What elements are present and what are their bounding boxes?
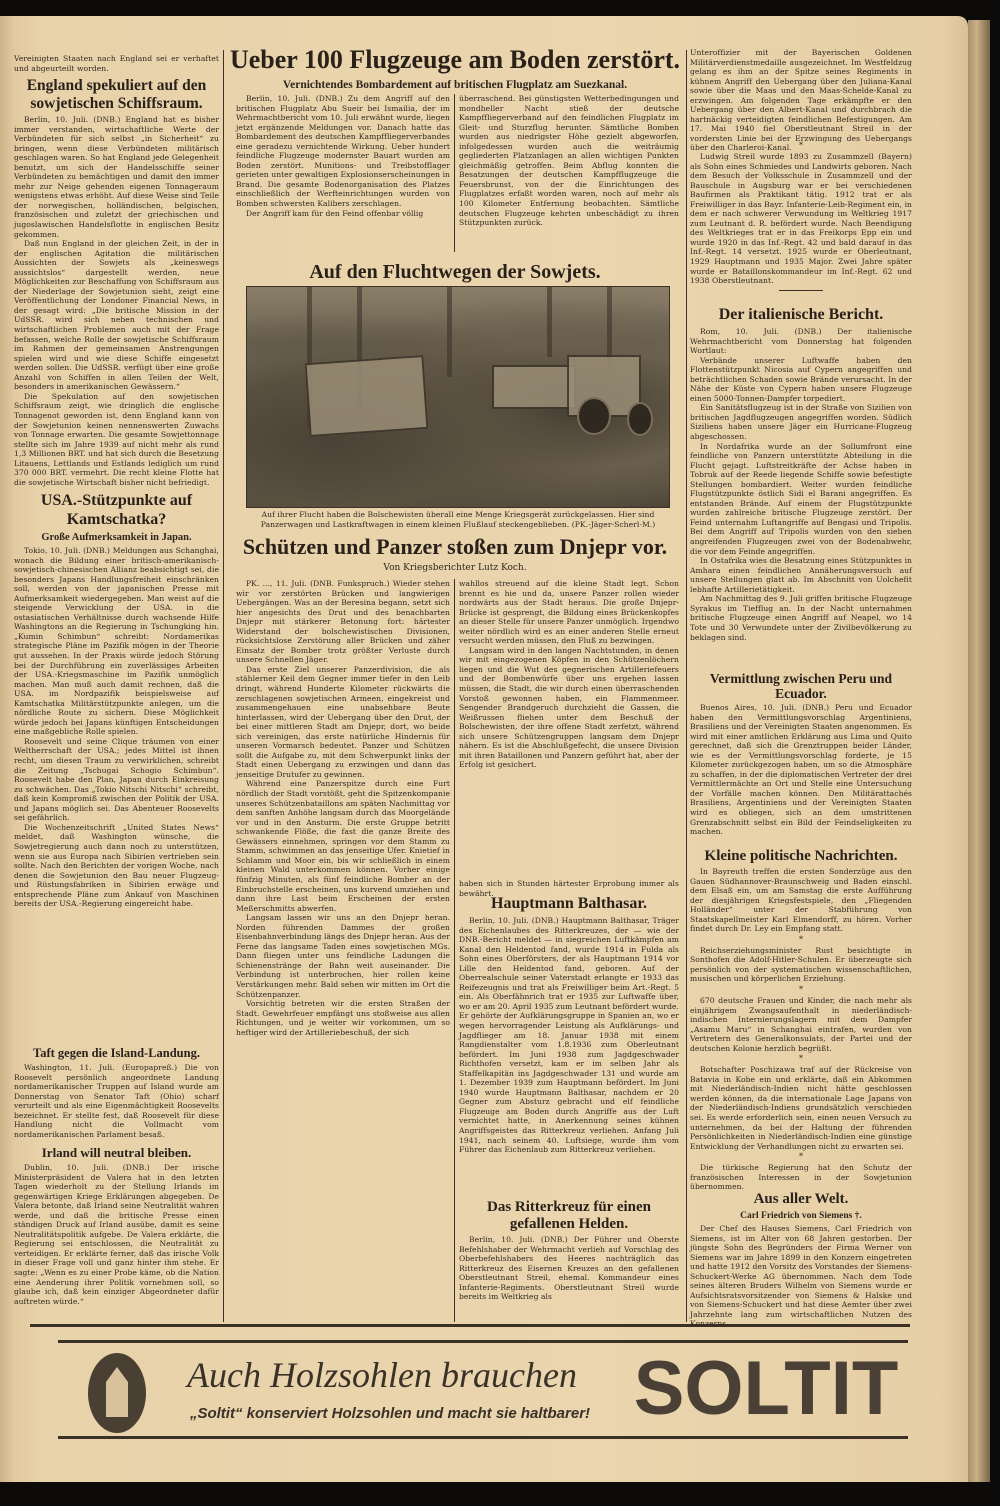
- streil-biography: [690, 152, 912, 284]
- dnjepr-byline: Von Kriegsberichter Lutz Koch.: [383, 563, 527, 573]
- paragraph: wahllos streuend auf die kleine Stadt legt. Schon brennt es hie und da, unsere Panzer rollen wieder nordwärts aus der Stadt heraus. Die große Dnjepr-Brücke ist gesprengt, die Bildung eines Brückenkopfes an dieser Stelle für unsere Panzer unmöglich. Irgendwo weiter nördlich wird es an einer anderen Stelle erneut versucht werden müssen, den Fluß zu bezwingen.: [459, 579, 679, 646]
- photo-headline: Auf den Fluchtwegen der Sowjets.: [309, 261, 601, 283]
- aus-aller-welt-headline: Aus aller Welt.: [753, 1191, 849, 1207]
- streil-article-continued: [690, 48, 912, 153]
- left-column: [14, 54, 219, 1322]
- england-headline: England spekuliert auf den sowjetischen Schiffsraum.: [26, 77, 207, 112]
- usa-subheadline: Große Aufmerksamkeit in Japan.: [41, 532, 192, 543]
- ad-brand-name: [628, 1344, 904, 1434]
- irland-headline: Irland will neutral bleiben.: [41, 1145, 192, 1160]
- right-column: [690, 48, 912, 1329]
- balthasar-headline: Hauptmann Balthasar.: [491, 895, 647, 912]
- paragraph: Berlin, 10. Juli. (DNB.) England hat es bisher immer verstanden, wirtschaftliche Werte der Verbündeten für sich selbst „in Sicherheit“ zu bringen, wenn diese Verbündeten militärisch geschlagen waren. So hat England jede Gelegenheit benutzt, um sich der Handelsschiffe seiner Verbündeten zu bemächtigen und damit den immer mehr zur Neige gehenden eigenen Tonnageraum wenigstens etwas erhöht. Auf diese Weise sind Teile der norwegischen, holländischen, belgischen, französischen und zuletzt der griechischen und jugoslawischen Handelsflotte in englischen Besitz gekommen.: [14, 115, 219, 239]
- paragraph: überraschend. Bei günstigsten Wetterbedingungen und mondheller Nacht stieß der deutsche Kampffliegerverband auf den feindlichen Flugplatz im Gleit- und Sturzflug herunter. Sämtliche Bomben wurden aus niedrigster Höhe gezielt abgeworfen, infolgedessen wurden auch die weiträumig gegliederten Platzanlagen an allen wichtigen Punkten gleichmäßig getroffen. Beim Abflug konnten die Besatzungen der deutschen Kampfflugzeuge die Feuersbrunst, von der die Einrichtungen des Flugplatzes erfaßt worden waren, noch auf mehr als 100 Kilometer Entfernung beobachten. Sämtliche deutschen Flugzeuge kehrten unbeschädigt zu ihren Stützpunkten zurück.: [459, 94, 679, 228]
- usa-article-body: [14, 546, 219, 1041]
- paragraph: In Bayreuth treffen die ersten Sonderzüge aus den Gauen Südhannover-Braunschweig und Baden einschl. dem Elsaß ein, um am Samstag die erste Aufführung der diesjährigen Kriegsfestspiele, den „Fliegenden Holländer“ unter der Stabführung von Staatskapellmeister Karl Elmendorff, zu hören. Vorher findet durch Dr. Ley ein Empfang statt.: [690, 867, 912, 934]
- paragraph: Dublin, 10. Juli. (DNB.) Der irische Ministerpräsident de Valera hat in den letzten Tagen wiederholt zu der Stellung Irlands im gegenwärtigen Kriege Erklärungen abgegeben. De Valera betonte, daß Irland seine Neutralität wahren werde, und daß die britische Presse einen ständigen Druck auf Irland ausübe, damit es seine Neutralitätspolitik aufgebe. De Valera erklärte, die Regierung sei entschlossen, die Neutralität zu verteidigen. Er erklärte ferner, daß das irische Volk in dieser Frage voll und ganz hinter ihm stehe. Er sagte: „Wenn es zu einer Probe käme, ob die Nation eine Aenderung ihrer Politik vornehmen soll, so glaube ich, daß kein einziger Abgeordneter dafür auftreten würde.“: [14, 1163, 219, 1306]
- ritterkreuz-headline: Das Ritterkreuz für einen gefallenen Helden.: [486, 1199, 651, 1232]
- ad-brand-name-text: SOLTIT: [633, 1346, 899, 1431]
- paragraph: Tokio, 10. Juli. (DNB.) Meldungen aus Schanghai, wonach die Bildung einer britisch-amerikanisch-sowjetisch-chinesischen Allianz beabsichtigt sei, die besonders Japans Handlungsfreiheit einschränken soll, werden von der japanischen Presse mit Aufmerksamkeit wiedergegeben. Man weist auf die steigende Verwicklung der USA. in die ostasiatischen Verhältnisse durch wachsende Hilfe Washingtons an die Regierung in Tschungking hin. „Kumin Schimbun“ schreibt: Nordamerikas strategische Pläne im Pazifik mögen in der Theorie gut aussehen. In der Praxis würde jedoch Störung bei der Durchführung ein zuverlässiges Arbeiten der USA.-Kriegsmaschine im Pazifik unmöglich machen. Man muß auch damit rechnen, daß die USA. im Nordpazifik beispielsweise auf Kamtschatka Militärstützpunkte anlegen, um die nördliche Route zu sichern. Diese Möglichkeit würde jedoch bei Japans künftigen Entscheidungen eine maßgebliche Rolle spielen.: [14, 546, 219, 737]
- paragraph: Ludwig Streil wurde 1893 zu Zusammzell (Bayern) als Sohn eines Schmiedes und Landwirts geboren. Nach dem Besuch der Volksschule in Zusammzell und der Bauschule in Augsburg war er bei verschiedenen Baufirmen als Praktikant tätig. 1912 trat er als Freiwilliger in das Bayr. Infanterie-Leib-Regiment ein, in dem er nach schwerer Verwundung im Weltkrieg 1917 zum Leutnant d. R. befördert wurde. Nach Beendigung des Weltkrieges trat er in das Freikorps Epp ein und wurde 1920 in das Inf.-Regt. 42 und bald darauf in das Inf.-Regt. 14 versetzt. 1925 wurde er Oberleutnant, 1929 Hauptmann und 1935 Major. Zwei Jahre später wurde er Bataillonskommandeur im Inf.-Regt. 62 und 1938 Oberstleutnant.: [690, 152, 912, 286]
- paragraph: Washington, 11. Juli. (Europapreß.) Die von Roosevelt persönlich angeordnete Landung nordamerikanischer Truppen auf Island wurde am Donnerstag von Senator Taft (Ohio) scharf verurteilt und als eine Eigenmächtigkeit Roosevelts bezeichnet. Er stellte fest, daß Roosevelt für diese Handlung nicht die Vollmacht vom nordamerikanischen Parlament besaß.: [14, 1063, 219, 1139]
- paragraph: Vorsichtig betreten wir die ersten Straßen der Stadt. Gewehrfeuer empfängt uns stoßweise aus allen Richtungen, und je weiter wir vorkommen, um so heftiger wird der Artilleriebeschuß, der sich: [236, 999, 450, 1037]
- taft-article-body: [14, 1063, 219, 1140]
- separator-asterisk: *: [799, 141, 803, 150]
- ad-tagline-text: „Soltit“ konserviert Holzsohlen und macht sie haltbarer!: [189, 1405, 591, 1422]
- dnjepr-article: [226, 579, 684, 1322]
- lead-subheadline: Vernichtendes Bombardement auf britischen Flugplatz am Suezkanal.: [282, 79, 628, 91]
- peru-article-body: [690, 703, 912, 843]
- paragraph: Die Wochenzeitschrift „United States News“ meldet, daß Washington wünsche, die Sowjetregierung auch dann noch zu unterstützen, wenn sie aus Europa nach Sibirien vertrieben sein sollte. Nach den Berichten der vorigen Woche, nach denen die Sowjetunion den Bau neuer Flugzeug- und Rüstungsfabriken in Sibirien erwäge und entsprechende Pläne zum Ankauf von Maschinen bereits der USA.-Regierung eingereicht habe.: [14, 822, 219, 909]
- paragraph: Langsam wird in den langen Nachtstunden, in denen wir mit eingezogenen Köpfen in den Schützenlöchern liegen und die Wut des gegnerischen Artilleriefeuers und der Bombenwürfe über uns ergehen lassen müssen, die Stadt, die wir durch einen überraschenden Vorstoß gewonnen haben, ein Flammenmeer. Sengender Brandgeruch durchzieht die Gassen, die Weißrussen fliehen unter dem Beschuß der Bolschewisten, der ihre offene Stadt zerfetzt, während sich unsere Schützengruppen langsam dem Dnjepr nähern. Es ist die Abschlußgefecht, die unsere Division mit ihren Bataillonen und Panzern geführt hat, aber der Erfolg ist gesichert.: [459, 645, 679, 770]
- separator-asterisk: *: [798, 1054, 804, 1064]
- photo-caption: Auf ihrer Flucht haben die Bolschewisten überall eine Menge Kriegsgerät zurückgelassen. Hier sind Panzerwagen und Lastkraftwagen in einem kleinen Flußlauf steckengeblieben. (PK.-Jäger-Scherl-M.): [260, 510, 656, 529]
- paragraph: Rom, 10. Juli. (DNB.) Der italienische Wehrmachtbericht vom Donnerstag hat folgenden Wortlaut:: [690, 327, 912, 356]
- paragraph: Die Spekulation auf den sowjetischen Schiffsraum zeigt, wie dringlich die englische Tonnagenot geworden ist, denn England kann von der Sowjetunion keinen nennenswerten Zuwachs von Tonnage erwarten. Die gesamte Sowjettonnage stellte sich im Jahre 1939 auf nicht mehr als rund 1,3 Millionen BRT. und hat sich durch die Besetzung Litauens, Lettlands und Estlands lediglich um rund 370 000 BRT. vermehrt. Die recht kleine Flotte hat die sowjetische Wirtschaft bisher nicht befriedigt.: [14, 391, 219, 487]
- dnjepr-headline-text: Schützen und Panzer stoßen zum Dnjepr vor.: [242, 534, 668, 559]
- paragraph: Berlin, 10. Juli. (DNB.) Hauptmann Balthasar, Träger des Eichenlaubes des Ritterkreuzes, der — wie der DNB.-Bericht meldet — in siegreichen Luftkämpfen am Kanal den Heldentod fand, wurde 1914 in Fulda als Sohn eines Oberförsters, der als Hauptmann 1914 vor Lille den Heldentod fand, geboren. Auf der Oberrealschule seiner Vaterstadt erlangte er 1933 das Reifezeugnis und trat als Freiwilliger beim Art.-Regt. 5 ein. Als Oberfähnrich trat er 1935 zur Luftwaffe über, wo er am 20. April 1935 zum Leutnant befördert wurde. Er gehörte der Aufklärungsgruppe in Spanien an, wo er wegen hervorragender Leistung als Aufklärungs- und Jagdflieger am 18. Januar 1938 mit einem Rangdienstalter vom 1.8.1936 zum Oberleutnant befördert. Im Juni 1938 zum Jagdgeschwader Richthofen versetzt, kam er im selben Jahr als Staffelkapitän ins Jagdgeschwader 131 und wurde am 1. Dezember 1939 zum Hauptmann befördert. Im Juni 1940 wurde Hauptmann Balthasar, nachdem er 20 Gegner zum Absturz gebracht und elf feindliche Flugzeuge am Boden durch Angriffe aus der Luft vernichtet hatte, in Anerkennung seines kühnen Angriffsgeistes das Ritterkreuz verliehen. Anfang Juli 1941, nach seinem 40. Luftsiege, wurde ihm vom Führer das Eichenlaub zum Ritterkreuz verliehen.: [459, 916, 679, 1155]
- soltit-advertisement: [38, 1340, 908, 1444]
- ritterkreuz-article-body: [459, 1235, 679, 1302]
- paragraph: Langsam lassen wir uns an den Dnjepr heran. Norden führenden Dammes der großen Eisenbahnverbindung längs des Dnjepr heran. Aus der Ferne das langsame Taden eines sowjetischen MGs. Dann fliegen unter uns feindliche Ladungen die Schienenstränge der Bahn weit auseinander. Die Verbindung ist unterbrochen, hier rollen keine Verstärkungen mehr. Bald sehen wir mitten im Ort die Schützenpanzer.: [236, 913, 450, 999]
- paragraph: Unteroffizier mit der Bayerischen Goldenen Militärverdienstmedaille ausgezeichnet. Im Westfeldzug gelang es ihm an der Spitze seines Regiments in kühnem Angriff den Uebergang über den Juliana-Kanal sowie über die Maas und den Maas-Schelde-Kanal zu erzwingen. Am folgenden Tage erkämpfte er den Uebergang über den Albert-Kanal und durchbrach die hartnäckig verteidigten feindlichen Befestigungen. Am 17. Mai 1940 fiel Oberstleutnant Streil in der vordersten Linie bei der Erzwingung des Uebergangs über den Charleroi-Kanal.: [690, 48, 912, 153]
- dnjepr-headline: [226, 532, 684, 562]
- dnjepr-article-col1: [236, 579, 450, 1322]
- section-divider: [779, 290, 823, 291]
- dnjepr-article-col2: [459, 579, 679, 879]
- balthasar-article-body: [459, 916, 679, 1194]
- italien-headline: Der italienische Bericht.: [718, 306, 884, 323]
- paragraph: Buenos Aires, 10. Juli. (DNB.) Peru und Ecuador haben den Vermittlungsvorschlag Argentiniens, Brasiliens und der Vereinigten Staaten angenommen. Es wird mit einer amtlichen Erklärung aus Lima und Quito gerechnet, daß sich die Grenztruppen beider Länder, wie es der Vermittlungsvorschlag forderte, je 15 Kilometer zurückgezogen haben, um so die Atmosphäre zu schaffen, in der die diplomatischen Vertreter der drei Vermittlermächte an Ort und Stelle eine Untersuchung der Vorfälle machen können. Den Militärattachés Brasiliens, Argentiniens und der Vereinigten Staaten wird es obliegen, sich an dem umstrittenen Grenzabschnitt selbst ein Bild der Feindseligkeiten zu machen.: [690, 703, 912, 837]
- column-rule: [686, 50, 687, 1322]
- kleine-nachrichten-body: [690, 867, 912, 1192]
- lead-article: [226, 94, 684, 252]
- siemens-subheadline: Carl Friedrich von Siemens †.: [740, 1211, 862, 1221]
- dnjepr-article-end: haben sich in Stunden härtester Erprobung immer als bewährt.: [459, 879, 679, 898]
- lead-article-col1: [236, 94, 450, 252]
- paragraph: Roosevelt und seine Clique träumen von einer Weltherrschaft der USA.; jedes Mittel ist ihnen recht, um diesen Traum zu verwirklichen, schreibt die Zeitung „Tschugai Schogio Schimbun“. Roosevelt habe den Plan, Japan durch Einkreisung zu schwächen. Das „Tokio Nitschi Nitschi“ schreibt, daß kein Kompromiß zwischen der Politik der USA. und Japans möglich sei. Das Abenteuer Roosevelts sei gefährlich.: [14, 736, 219, 823]
- ad-slogan: [162, 1352, 602, 1398]
- paragraph: Verbände unserer Luftwaffe haben den Flottenstützpunkt Nicosia auf Cypern angegriffen und beträchtlichen Schaden sowie Brände verursacht. In der Nähe der Küste von Cypern haben unsere Flugzeuge einen 5000-Tonnen-Dampfer torpediert.: [690, 355, 912, 403]
- news-photo-abandoned-vehicles: [246, 286, 670, 508]
- paragraph: Das erste Ziel unserer Panzerdivision, die als stählerner Keil dem Gegner immer tiefer in den Leib dringt, während Hunderte Kilometer rückwärts die zerschlagenen sowjetischen Armeen, eingekreist und zusammengehauen eine unabsehbare Beute hinterlassen, wird der Uebergang über den Drut, der bei einer mittleren Stadt am Dnjepr, dort, wo beide sich vereinigen, das erste natürliche Hindernis für unseren Vormarsch bedeutet. Panzer und Schützen sollt die Aufgabe zu, mit dem Schwerpunkt links der Stadt einen Uebergang zu erzwingen und dann das jenseitige Drutufer zu gewinnen.: [236, 664, 450, 779]
- lead-article-col2: [454, 94, 679, 252]
- siemens-article-body: [690, 1224, 912, 1329]
- irland-article-body: [14, 1163, 219, 1309]
- page-stack-edge: [968, 20, 990, 1482]
- lead-headline-text: Ueber 100 Flugzeuge am Boden zerstört.: [229, 45, 681, 74]
- ad-slogan-text: Auch Holzsohlen brauchen: [187, 1355, 577, 1395]
- center-right-subcolumn: [454, 579, 679, 1322]
- separator-asterisk: *: [798, 985, 804, 995]
- paragraph: PK. ..., 11. Juli. (DNB. Funkspruch.) Wieder stehen wir vor zerstörten Brücken und langwierigen Uebergängen. Was an der Beresina begann, setzt sich hier angesichts des Drut und des benachbarten Dnjepr mit stärkerer Betonung fort: härtester Widerstand der bolschewistischen Divisionen, rücksichtslose Zerstörung aller Brücken und zäher Einsatz der Bomber trotz größter Verluste durch unsere Schnellen Jäger.: [236, 579, 450, 665]
- england-article-body: [14, 115, 219, 487]
- paragraph: Berlin, 10. Juli. (DNB.) Zu dem Angriff auf den britischen Flugplatz Abu Sueir bei Ismailia, der im Wehrmachtbericht vom 10. Juli erwähnt wurde, liegen jetzt ergänzende Meldungen vor. Danach hatte das Bombardement des deutschen Kampffliegerverbandes eine geradezu vernichtende Wirkung. Ueber hundert feindliche Flugzeuge modernster Bauart wurden am Boden zerstört. Munitions- und Treibstofflager gerieten unter gewaltigen Explosionserscheinungen in Brand. Die gesamte Bodenorganisation des Platzes einschließlich der Werfteinrichtungen wurden von Bomben schwersten Kalibers zerschlagen.: [236, 94, 450, 209]
- paragraph: Während eine Panzerspitze durch eine Furt nördlich der Stadt vorstößt, geht die Spitzenkompanie unseres Schützenbataillons am späten Nachmittag vor dem sanften Anhöhe langsam durch das Moorgelände vor und in den Ansturm. Die erste Gruppe betritt schwankende Flöße, die fast die ganze Breite des Gewässers einnehmen, springen vor dem Stamm zu Stamm, schwimmen an das jenseitige Ufer. Knietief in Schlamm und Moor ein, bis wir schließlich in einem kleinen Wald unterkommen können. Vorher einige fünfzig Minuten, als fünf feindliche Bomber an der Einbruchstelle erscheinen, uns kurvend umziehen und dann ihre Last beim Erscheinen der ersten Meßerschmitts abwerfen.: [236, 779, 450, 913]
- shoe-sole-logo-icon: [88, 1353, 146, 1433]
- paragraph: Der Chef des Hauses Siemens, Carl Friedrich von Siemens, ist im Alter von 68 Jahren gestorben. Der jüngste Sohn des Begründers der Firma Werner von Siemens war im Jahre 1899 in den Konzern eingetreten und hatte 1912 den Vorsitz des Vorstandes der Siemens-Schuckert-Werke AG übernommen. Nach dem Tode seines älteren Bruders Wilhelm von Siemens wurde er Aufsichtsratsvorsitzender von Siemens & Halske und von Siemens-Schuckert und hat diese Aemter über zwei Jahrzehnte lang zum wirtschaftlichen Nutzen des Konzerns: [690, 1224, 912, 1329]
- column-rule: [223, 50, 224, 1322]
- italien-article-body: [690, 327, 912, 667]
- paragraph: Ein Sanitätsflugzeug ist in der Straße von Sizilien von britischen Jagdflugzeugen angegriffen worden. Südlich Siziliens haben unsere Jäger ein Hurricane-Flugzeug abgeschossen.: [690, 403, 912, 442]
- separator-asterisk: *: [798, 1152, 804, 1162]
- usa-headline: USA.-Stützpunkte auf Kamtschatka?: [40, 492, 193, 528]
- paragraph: In Nordafrika wurde an der Sollumfront eine feindliche von Panzern unterstützte Abteilung in die Flucht gejagt. Luftstreitkräfte der Achse haben in Tobruk auf der Reede liegende Schiffe sowie befestigte Stellungen bombardiert. Weiter wurden feindliche Flugstützpunkte östlich Sidi el Barani angegriffen. Es entstanden Brände. Auf einem der Flugstützpunkte wurden zahlreiche britische Flugzeuge zerstört. Der Feind unternahm Luftangriffe auf Bengasi und Tripolis. Bei dem Angriff auf Tripolis wurden von den sieben angreifenden Flugzeugen zwei von der Bodenabwehr, die vor dem Feinde angegriffen.: [690, 441, 912, 556]
- ad-tagline: [170, 1404, 610, 1424]
- paragraph: Am Nachmittag des 9. Juli griffen britische Flugzeuge Syrakus im Tiefflug an. In der Nacht unternahmen britische Flugzeuge einen Angriff auf Neapel, wo 14 Tote und 30 Verwundete unter der Zivilbevölkerung zu beklagen sind.: [690, 594, 912, 642]
- paragraph: In Ostafrika wies die Besatzung eines Stützpunktes in Amhara einen feindlichen Annäherungsversuch auf unsere Stellungen glatt ab. Im Abschnitt von Uolchefit lebhafte Artillerietätigkeit.: [690, 556, 912, 594]
- paragraph: Daß nun England in der gleichen Zeit, in der in der englischen Agitation die militärischen Aussichten der Sowjets als „keineswegs aussichtslos“ dargestellt werden, neue Möglichkeiten zur Beschaffung von Schiffsraum aus der Niederlage der Sowjetunion sieht, zeigt eine Veröffentlichung der Londoner Financial News, in der gesagt wird: „Die britische Mission in der UdSSR. wird sich neben technischen und wirtschaftlichen Problemen auch mit der Frage befassen, welche Rolle der sowjetische Schiffsraum im Rahmen der gemeinsamen Anstrengungen spielen wird und wie diese Schiffe eingesetzt werden sollen. Die UdSSR. verfügt über eine große Anzahl von Schiffen in allen Teilen der Welt, besonders in amerikanischen Gewässern.“: [14, 239, 219, 392]
- kleine-nachrichten-headline: Kleine politische Nachrichten.: [704, 848, 898, 864]
- lead-headline: [226, 44, 684, 76]
- separator-asterisk: *: [798, 934, 804, 944]
- paragraph: Botschafter Poschizawa traf auf der Rückreise von Batavia in Kobe ein und erklärte, daß ein Abkommen mit Niederländisch-Indien nicht hätte geschlossen werden können, da die internationale Lage Japans von der Niederländisch-Indiens grundsätzlich verschieden sei. Es werde erforderlich sein, einen neuen Versuch zu unternehmen, da bei der Haltung der führenden Persönlichkeiten in Niederländisch-Indien eine günstige Entwicklung der Verhandlungen nicht zu erwarten sei.: [690, 1065, 912, 1151]
- paragraph: Reichserziehungsminister Rust besichtigte in Sonthofen die Adolf-Hitler-Schulen. Er überzeugte sich persönlich von der systematischen wissenschaftlichen, musischen und körperlichen Erziehung.: [690, 945, 912, 984]
- paragraph: 670 deutsche Frauen und Kinder, die nach mehr als einjährigem Zwangsaufenthalt in niederländisch-indischen Internierungslagern mit dem Dampfer „Asamu Maru“ in Schanghai eintrafen, wurden von Vertretern des Generalkonsulats, der Partei und der deutschen Kolonie herzlich begrüßt.: [690, 996, 912, 1053]
- center-column: [226, 42, 684, 1322]
- paragraph: Die türkische Regierung hat den Schutz der französischen Interessen in der Sowjetunion übernommen.: [690, 1163, 912, 1192]
- taft-headline: Taft gegen die Island-Landung.: [33, 1046, 200, 1060]
- paragraph: Berlin, 10. Juli. (DNB.) Der Führer und Oberste Befehlshaber der Wehrmacht verlieh auf Vorschlag des Oberbefehlshabers des Heeres nachträglich das Ritterkreuz des Eisernen Kreuzes an den gefallenen Oberstleutnant Streil, ehemal. Kommandeur eines Infanterie-Regiments. Oberstleutnant Streil wurde bereits im Weltkrieg als: [459, 1235, 679, 1302]
- paragraph: Der Angriff kam für den Feind offenbar völlig: [246, 208, 424, 218]
- left-intro-text: Vereinigten Staaten nach England sei er verhaftet und abgeurteilt worden.: [14, 54, 219, 73]
- peru-headline: Vermittlung zwischen Peru und Ecuador.: [709, 671, 893, 701]
